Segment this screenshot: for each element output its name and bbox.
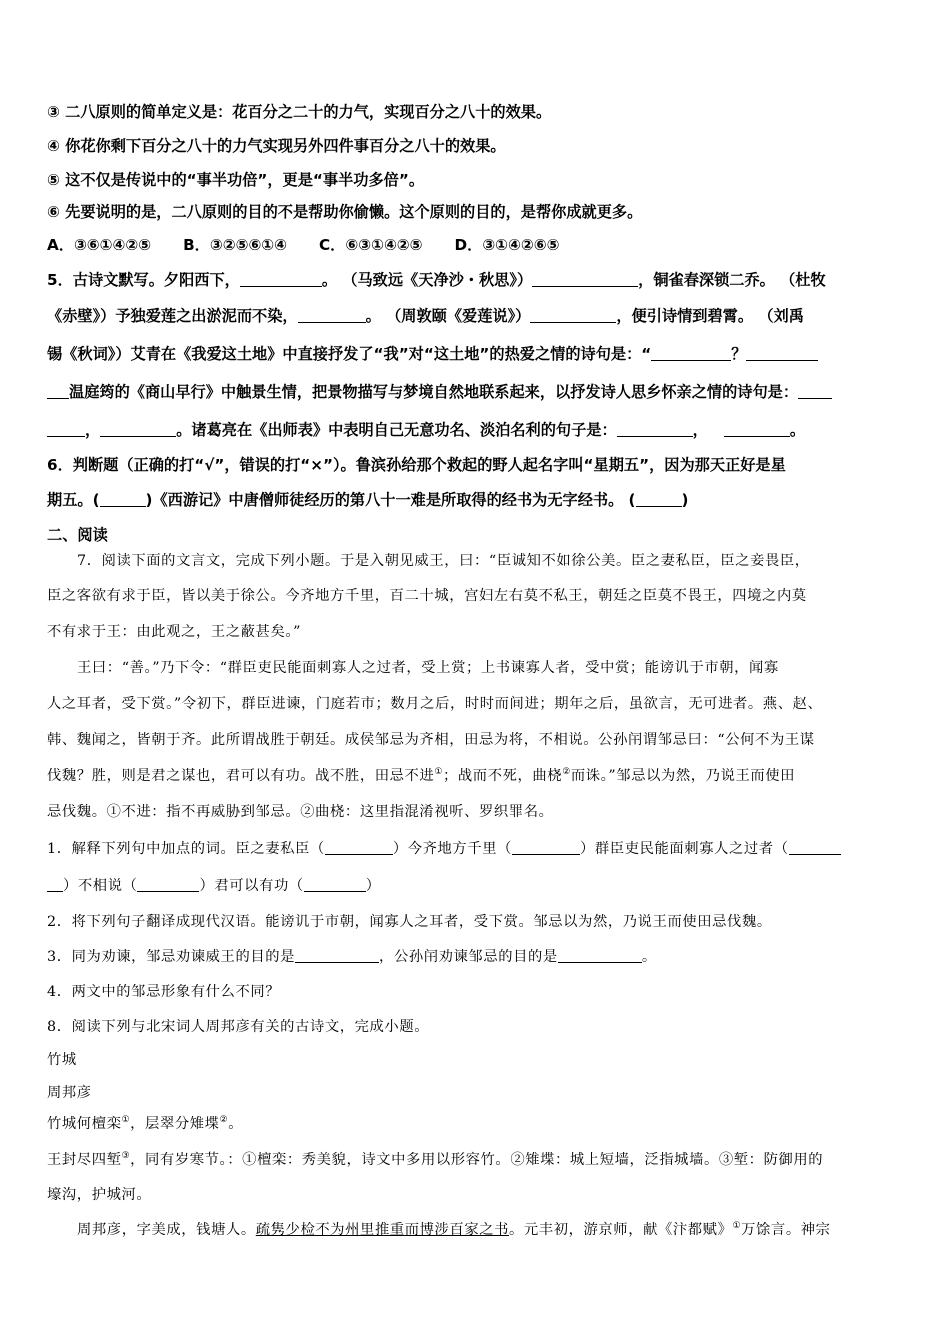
poem-notes-line-2: 壕沟，护城河。 bbox=[47, 1187, 152, 1203]
q7-passage-line-2: 臣之客欲有求于臣，皆以美于徐公。今齐地方千里，百二十城，宫妇左右莫不私王，朝廷之臣莫不畏王，四境之内莫 bbox=[47, 588, 807, 604]
q4-option-b[interactable]: B．③②⑤⑥①④ bbox=[183, 236, 288, 254]
q5-blank-9[interactable] bbox=[617, 421, 693, 437]
q8-passage-line-1: 周邦彦，字美成，钱塘人。疏隽少检不为州里推重而博涉百家之书。元丰初，游京师，献《汴都赋》①万馀言。神宗 bbox=[77, 1221, 831, 1238]
q5-line-4: 温庭筠的《商山早行》中触景生情，把景物描写与梦境自然地联系起来，以抒发诗人思乡怀亲之情的诗句是： bbox=[47, 382, 832, 402]
q5-line-2: 《赤壁》）予独爱莲之出淤泥而不染， 。 （周敦颐《爱莲说》） ，便引诗情到碧霄。 （刘禹 bbox=[47, 307, 804, 325]
footnote-mark: ① bbox=[434, 767, 443, 777]
q7-passage-line-5: 人之耳者，受下赏。”令初下，群臣进谏，门庭若市；数月之后，时时而间进；期年之后，虽欲言，无可进者。燕、赵、 bbox=[47, 696, 823, 712]
q5-blank-4[interactable] bbox=[530, 307, 616, 323]
q7-sub-1-line-2: ）不相说（ ）君可以有功（ ） bbox=[47, 876, 381, 896]
q6-line-1: 6．判断题（正确的打“√”，错误的打“×”）。鲁滨孙给那个救起的野人起名字叫“星期五”，因为那天正好是星 bbox=[47, 456, 786, 474]
q7-blank-6[interactable] bbox=[295, 947, 379, 963]
q4-option-a[interactable]: A．③⑥①④②⑤ bbox=[47, 236, 152, 254]
q7-passage-line-6: 韩、魏闻之，皆朝于齐。此所谓战胜于朝廷。成侯邹忌为齐相，田忌为将，不相说。公孙闬谓邹忌曰：“公何不为王谋 bbox=[47, 732, 815, 748]
q6-blank-2[interactable] bbox=[636, 491, 682, 507]
q5-blank-10[interactable] bbox=[724, 421, 790, 437]
q4-sentence-4: ④ 你花你剩下百分之八十的力气实现另外四件事百分之八十的效果。 bbox=[47, 137, 506, 155]
q7-blank-1[interactable] bbox=[325, 839, 393, 855]
q7-passage-line-4: 王曰：“善。”乃下令：“群臣吏民能面刺寡人之过者，受上赏；上书谏寡人者，受中赏；能谤讥于市朝，闻寡 bbox=[77, 660, 779, 676]
q7-sub-3: 3．同为劝谏，邹忌劝谏威王的目的是 ，公孙闬劝谏邹忌的目的是 。 bbox=[47, 949, 657, 965]
q4-option-c[interactable]: C．⑥③①④②⑤ bbox=[319, 236, 423, 254]
footnote-mark: ③ bbox=[121, 1151, 131, 1161]
q7-passage-line-3: 不有求于王：由此观之，王之蔽甚矣。” bbox=[47, 624, 302, 640]
q7-blank-7[interactable] bbox=[558, 947, 642, 963]
q5-blank-1[interactable] bbox=[240, 271, 322, 287]
q4-sentence-6: ⑥ 先要说明的是，二八原则的目的不是帮助你偷懒。这个原则的目的，是帮你成就更多。 bbox=[47, 203, 643, 221]
q5-line-1: 5．古诗文默写。夕阳西下， 。 （马致远《天净沙・秋思》） ，铜雀春深锁二乔。 （杜牧 bbox=[47, 271, 826, 289]
q7-blank-3[interactable] bbox=[789, 839, 841, 855]
q7-blank-5[interactable] bbox=[304, 876, 366, 892]
q7-passage-line-8: 忌伐魏。①不进：指不再威胁到邹忌。②曲桡：这里指混淆视听、罗织罪名。 bbox=[47, 804, 554, 820]
q5-line-5: ， 。诸葛亮在《出师表》中表明自己无意功名、淡泊名利的句子是： ， 。 bbox=[47, 420, 805, 440]
q4-sentence-5: ⑤ 这不仅是传说中的“事半功倍”，更是“事半功多倍”。 bbox=[47, 171, 425, 189]
q7-sub-1-line-1: 1．解释下列句中加点的词。臣之妻私臣（ ）今齐地方千里（ ）群臣吏民能面刺寡人之过者（ bbox=[47, 839, 841, 859]
q5-blank-3[interactable] bbox=[298, 307, 366, 323]
q4-option-d[interactable]: D．③①④②⑥⑤ bbox=[454, 236, 560, 254]
footnote-mark: ② bbox=[219, 1115, 229, 1125]
q7-sub-2: 2．将下列句子翻译成现代汉语。能谤讥于市朝，闻寡人之耳者，受下赏。邹忌以为然，乃说王而使田忌伐魏。 bbox=[47, 914, 772, 930]
q5-blank-7b[interactable] bbox=[47, 421, 85, 437]
q6-line-2: 期五。( )《西游记》中唐僧师徒经历的第八十一难是所取得的经书为无字经书。 ( ) bbox=[47, 491, 689, 509]
q5-blank-7[interactable] bbox=[798, 383, 832, 399]
q7-passage-line-1: 7．阅读下面的文言文，完成下列小题。于是入朝见威王，曰：“臣诚知不如徐公美。臣之妻私臣，臣之妾畏臣， bbox=[77, 553, 810, 569]
q7-sub-4: 4．两文中的邹忌形象有什么不同？ bbox=[47, 984, 281, 1000]
q6-blank-1[interactable] bbox=[100, 491, 146, 507]
q7-blank-3b[interactable] bbox=[47, 876, 63, 892]
q8-intro: 8．阅读下列与北宋词人周邦彦有关的古诗文，完成小题。 bbox=[47, 1019, 430, 1035]
poem-author: 周邦彦 bbox=[47, 1085, 92, 1101]
q5-blank-6b[interactable] bbox=[47, 383, 69, 399]
q5-blank-6[interactable] bbox=[746, 345, 818, 361]
q4-sentence-3: ③ 二八原则的简单定义是：花百分之二十的力气，实现百分之八十的效果。 bbox=[47, 103, 552, 121]
footnote-mark: ① bbox=[121, 1115, 131, 1125]
poem-line-1: 竹城何檀栾①，层翠分雉堞②。 bbox=[47, 1115, 244, 1132]
q7-passage-line-7: 伐魏？胜，则是君之谋也，君可以有功。战不胜，田忌不进①；战而不死，曲桡②而诛。”邹忌以为然，乃说王而使田 bbox=[47, 767, 796, 784]
poem-line-2: 王封尽四堑③，同有岁寒节。：①檀栾：秀美貌，诗文中多用以形容竹。②雉堞：城上短墙，泛指城墙。③堑：防御用的 bbox=[47, 1151, 824, 1168]
footnote-mark: ② bbox=[562, 767, 571, 777]
q5-blank-8[interactable] bbox=[100, 421, 176, 437]
q4-options bbox=[47, 235, 559, 255]
q5-blank-2[interactable] bbox=[532, 271, 638, 287]
section-heading-reading: 二、阅读 bbox=[47, 526, 108, 544]
footnote-mark: ① bbox=[732, 1221, 742, 1231]
q5-line-3: 锡《秋词》）艾青在《我爱这土地》中直接抒发了“我”对“这土地”的热爱之情的诗句是：“ ？ bbox=[47, 344, 818, 364]
poem-title: 竹城 bbox=[47, 1052, 77, 1068]
q7-blank-4[interactable] bbox=[137, 876, 199, 892]
q5-blank-5[interactable] bbox=[651, 345, 731, 361]
underlined-sentence: 疏隽少检不为州里推重而博涉百家之书 bbox=[255, 1222, 510, 1238]
q7-blank-2[interactable] bbox=[512, 839, 580, 855]
